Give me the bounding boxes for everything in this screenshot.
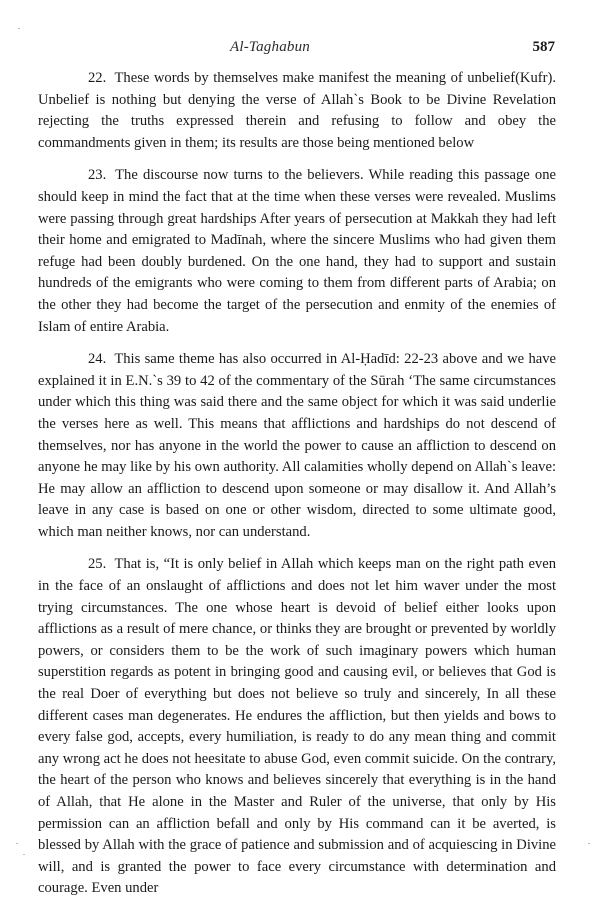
note-text: The discourse now turns to the believers. While reading this passage one should keep in mind the fact that at the time when these verses were revealed. Muslims were passing through great hardships After years of persecution at Makkah they had left their home and emigrated to Madīnah, where the sincere Muslims who had given them refuge had been doubly burdened. On the one hand, they had to support and sustain hundreds of the emigrants who were coming to them from different parts of Arabia; on the other they had become the target of the persecution and enmity of the enemies of Islam of entire Arabia. (38, 167, 556, 335)
note-number: 25. (88, 556, 107, 573)
commentary-note-25 (38, 554, 556, 900)
scan-artifact (18, 28, 20, 29)
note-text: This same theme has also occurred in Al-Ḥadīd: 22-23 above and we have explained it in E.N.`s 39 to 42 of the commentary of the Sūrah ‘The same circumstances under which this thing was said there and the same object for which it was said underlie the verses here as well. This means that afflictions and hardships do not descend of themselves, nor has anyone in the world the power to cause an affliction to descend on anyone he may like by his own authority. All calamities wholly depend on Allah`s leave: He may allow an affliction to descend upon someone or may disallow it. And Allah’s leave in any case is based on one or other wisdom, directed to some ultimate good, which man neither knows, nor can understand. (38, 351, 556, 540)
running-header (40, 34, 555, 54)
note-number: 24. (88, 351, 107, 368)
header-surah-title: Al-Taghabun (230, 39, 310, 54)
note-number: 23. (88, 167, 107, 184)
commentary-note-23 (38, 165, 556, 338)
note-number: 22. (88, 70, 107, 86)
commentary-note-24 (38, 349, 556, 543)
note-text: These words by themselves make manifest the meaning of unbelief(Kufr). Unbelief is nothing but denying the verse of Allah`s Book to be Divine Revelation rejecting the truths expressed therein and refusing to follow and obey the commandments given in them; its results are those being mentioned below (38, 70, 556, 151)
commentary-body (38, 68, 556, 911)
scan-artifact (23, 854, 25, 855)
note-text: That is, “It is only belief in Allah which keeps man on the right path even in the face of an onslaught of afflictions and does not let him waver under the most trying circumstances. The one whose heart is devoid of belief either looks upon afflictions as a result of mere chance, or thinks they are brought or prevented by worldly powers, or considers them to be the work of such imaginary powers which human superstition regards as potent in bringing good and causing evil, or believes that God is the real Doer of everything but does not believe so truly and sincerely, In all these different cases man degenerates. He endures the affliction, but then yields and bows to every false god, accepts, every humiliation, is ready to do any mean thing and commit any wrong act he does not heesitate to abuse God, even commit suicide. On the contrary, the heart of the person who knows and believes sincerely that everything is in the hand of Allah, that He alone in the Master and Ruler of the universe, that only by His permission can an affliction befall and only by His command can it be averted, is blessed by Allah with the grace of patience and submission and of acquiescing in Divine will, and is granted the power to face every circumstance with determination and courage. Even under (38, 556, 556, 897)
scan-artifact (16, 843, 18, 844)
commentary-note-22 (38, 68, 556, 154)
page-number: 587 (532, 39, 555, 54)
scan-artifact (588, 843, 590, 844)
